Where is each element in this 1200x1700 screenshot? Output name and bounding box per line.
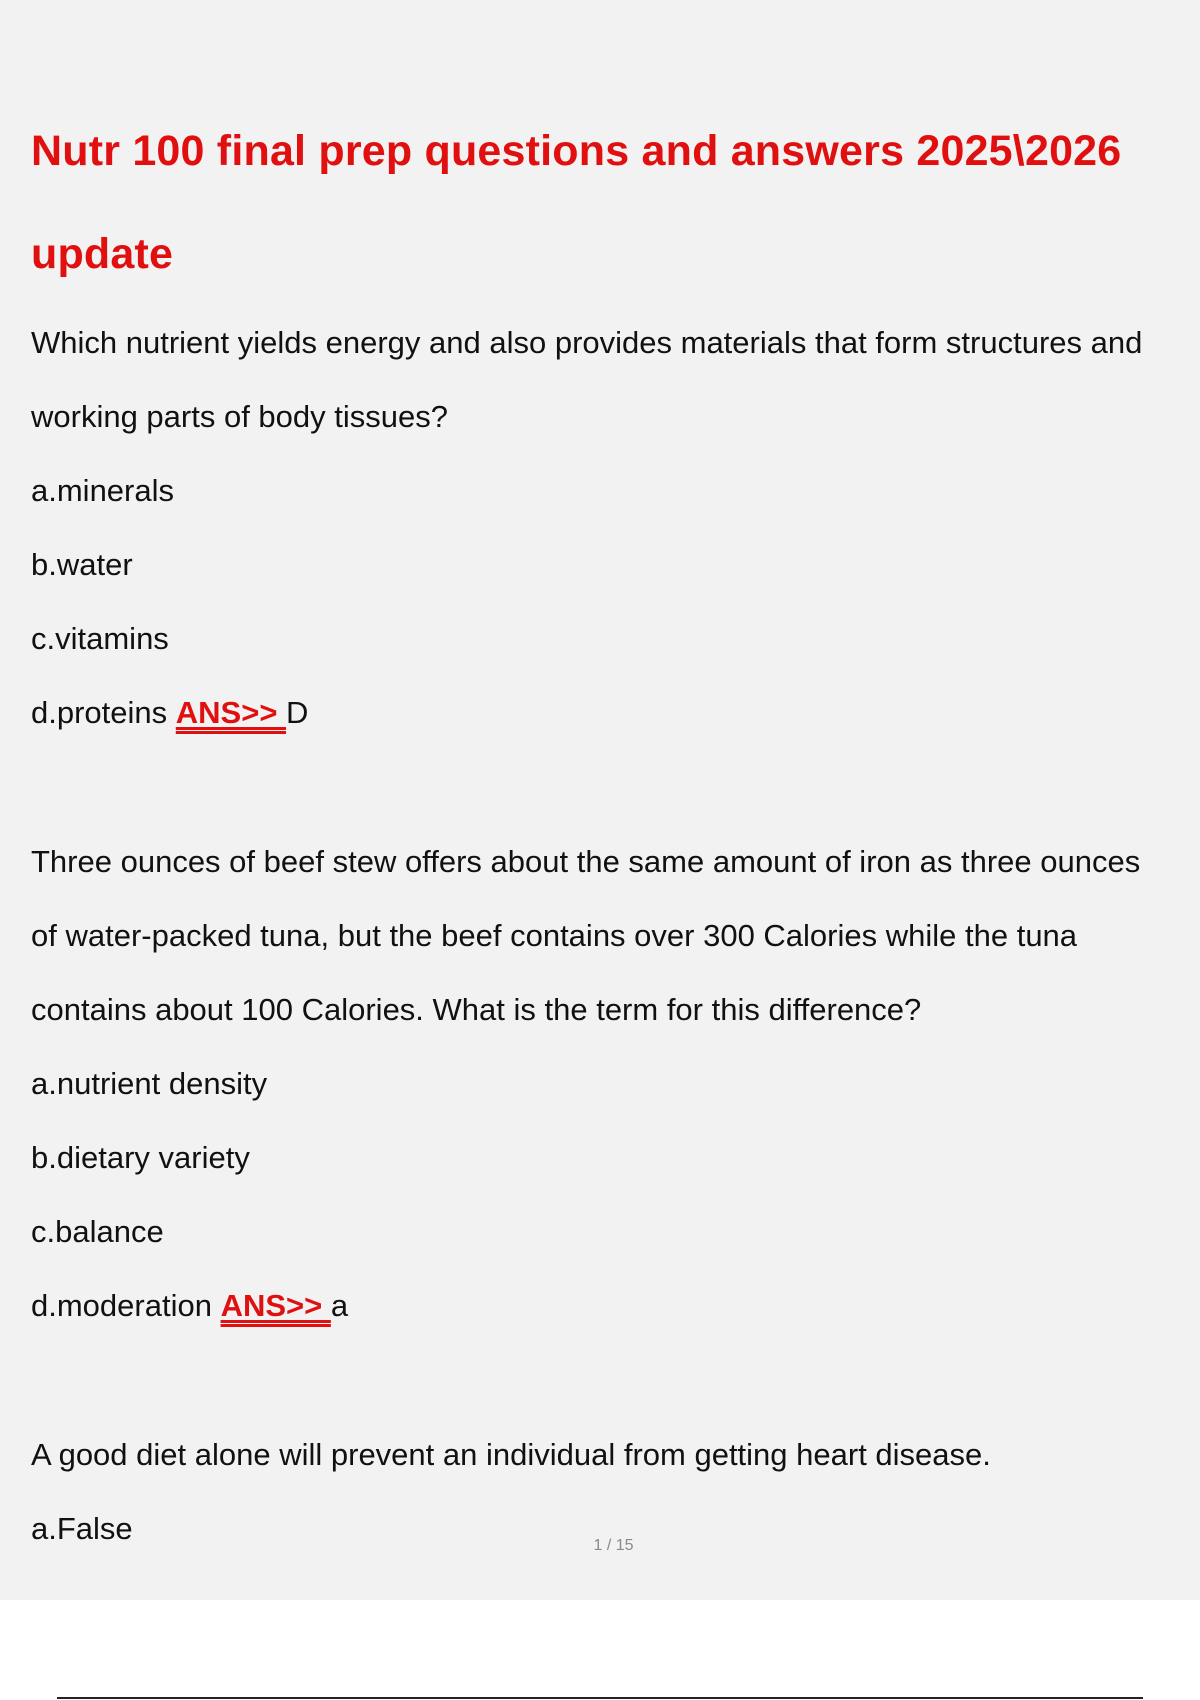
option: b.dietary variety [31, 1140, 250, 1175]
question-stem: working parts of body tissues? [31, 399, 448, 434]
answer-label: ANS>> [175, 695, 287, 730]
option: c.balance [31, 1214, 164, 1249]
title-line: update [31, 230, 174, 278]
answer-label: ANS>> [220, 1288, 331, 1323]
question-stem: Three ounces of beef stew offers about the same amount of iron as three ounces [31, 844, 1141, 879]
document-title [31, 100, 1191, 306]
answer-value: D [286, 695, 309, 730]
option: a.minerals [31, 473, 174, 508]
document-content [31, 100, 1191, 1566]
page-divider [57, 1697, 1143, 1699]
option: d.proteins [31, 695, 168, 730]
question-stem: contains about 100 Calories. What is the term for this difference? [31, 992, 922, 1027]
option: c.vitamins [31, 621, 169, 656]
question-1 [31, 306, 1191, 750]
option: b.water [31, 547, 133, 582]
question-stem: Which nutrient yields energy and also provides materials that form structures and [31, 325, 1143, 360]
option-with-answer [31, 1269, 1191, 1343]
question-stem: of water-packed tuna, but the beef contains over 300 Calories while the tuna [31, 918, 1078, 953]
option: a.False [31, 1511, 133, 1546]
page-indicator: 1 / 15 [593, 1537, 634, 1554]
option-with-answer [31, 676, 1191, 750]
answer-value: a [330, 1288, 349, 1323]
question-stem: A good diet alone will prevent an individual from getting heart disease. [31, 1437, 991, 1472]
option: d.moderation [31, 1288, 212, 1323]
title-line: Nutr 100 final prep questions and answers 2025\2026 [31, 127, 1122, 175]
option: a.nutrient density [31, 1066, 268, 1101]
question-2 [31, 825, 1191, 1343]
